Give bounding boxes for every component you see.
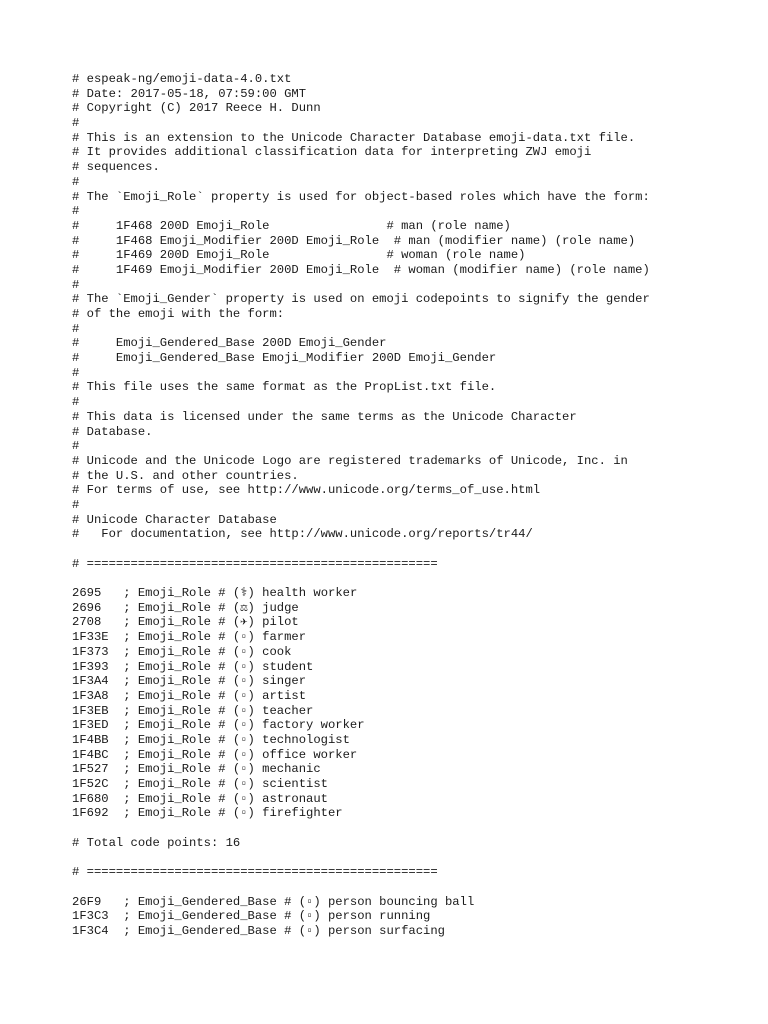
comment-line: # the U.S. and other countries. xyxy=(72,468,299,483)
data-entry-line: 1F4BB ; Emoji_Role # (▫) technologist xyxy=(72,732,350,747)
blank-line xyxy=(72,880,752,895)
data-entry-line: 1F527 ; Emoji_Role # (▫) mechanic xyxy=(72,762,321,777)
data-entry-line: 26F9 ; Emoji_Gendered_Base # (▫) person bouncing ball xyxy=(72,894,475,909)
data-entry-line: 1F393 ; Emoji_Role # (▫) student xyxy=(72,659,314,674)
comment-line: # of the emoji with the form: xyxy=(72,307,285,321)
data-entry-line: 1F3C3 ; Emoji_Gendered_Base # (▫) person running xyxy=(72,909,431,924)
blank-line xyxy=(72,542,752,557)
comment-line: # xyxy=(72,497,80,512)
comment-line: # Database. xyxy=(72,424,153,439)
separator-line: # ================================================ xyxy=(72,865,438,880)
comment-line: # 1F469 200D Emoji_Role # woman (role name) xyxy=(72,248,526,263)
data-entry-line: 1F3ED ; Emoji_Role # (▫) factory worker xyxy=(72,718,365,733)
data-entry-line: 1F52C ; Emoji_Role # (▫) scientist xyxy=(72,777,328,791)
blank-line xyxy=(72,571,752,586)
comment-line: # xyxy=(72,204,80,219)
comment-line: # Total code points: 16 xyxy=(72,835,241,850)
text-file-body xyxy=(72,72,752,939)
comment-line: # sequences. xyxy=(72,160,160,175)
comment-line: # Unicode Character Database xyxy=(72,512,277,527)
data-entry-line: 1F4BC ; Emoji_Role # (▫) office worker xyxy=(72,747,358,762)
data-entry-line: 1F3A4 ; Emoji_Role # (▫) singer xyxy=(72,674,307,689)
comment-line: # 1F468 Emoji_Modifier 200D Emoji_Role # man (modifier name) (role name) xyxy=(72,233,636,248)
comment-line: # xyxy=(72,174,80,189)
comment-line: # xyxy=(72,365,80,380)
comment-line: # xyxy=(72,439,80,454)
comment-line: # For documentation, see http://www.unicode.org/reports/tr44/ xyxy=(72,527,533,542)
comment-line: # xyxy=(72,277,80,292)
comment-line: # Emoji_Gendered_Base Emoji_Modifier 200D Emoji_Gender xyxy=(72,351,497,366)
comment-line: # xyxy=(72,116,80,131)
comment-line: # 1F469 Emoji_Modifier 200D Emoji_Role # woman (modifier name) (role name) xyxy=(72,262,650,277)
comment-line: # Copyright (C) 2017 Reece H. Dunn xyxy=(72,101,321,116)
comment-line: # The `Emoji_Role` property is used for object-based roles which have the form: xyxy=(72,189,650,204)
separator-line: # ================================================ xyxy=(72,556,438,571)
comment-line: # xyxy=(72,321,80,336)
comment-line: # xyxy=(72,395,80,410)
data-entry-line: 1F680 ; Emoji_Role # (▫) astronaut xyxy=(72,791,328,806)
data-entry-line: 2695 ; Emoji_Role # (⚕) health worker xyxy=(72,586,358,601)
comment-line: # Unicode and the Unicode Logo are registered trademarks of Unicode, Inc. in xyxy=(72,453,628,468)
comment-line: # Emoji_Gendered_Base 200D Emoji_Gender xyxy=(72,336,387,351)
data-entry-line: 1F33E ; Emoji_Role # (▫) farmer xyxy=(72,630,307,645)
data-entry-line: 1F3EB ; Emoji_Role # (▫) teacher xyxy=(72,703,314,718)
comment-line: # It provides additional classification data for interpreting ZWJ emoji xyxy=(72,145,592,160)
comment-line: # The `Emoji_Gender` property is used on emoji codepoints to signify the gender xyxy=(72,292,650,307)
data-entry-line: 2696 ; Emoji_Role # (⚖) judge xyxy=(72,600,299,615)
comment-line: # espeak-ng/emoji-data-4.0.txt xyxy=(72,72,292,86)
blank-line xyxy=(72,821,752,836)
comment-line: # 1F468 200D Emoji_Role # man (role name) xyxy=(72,218,511,233)
data-entry-line: 1F3C4 ; Emoji_Gendered_Base # (▫) person surfacing xyxy=(72,923,445,938)
comment-line: # This file uses the same format as the PropList.txt file. xyxy=(72,380,497,395)
data-entry-line: 1F373 ; Emoji_Role # (▫) cook xyxy=(72,644,292,659)
data-entry-line: 2708 ; Emoji_Role # (✈) pilot xyxy=(72,615,299,630)
blank-line xyxy=(72,850,752,865)
comment-line: # Date: 2017-05-18, 07:59:00 GMT xyxy=(72,86,307,101)
data-entry-line: 1F3A8 ; Emoji_Role # (▫) artist xyxy=(72,688,307,703)
comment-line: # This is an extension to the Unicode Character Database emoji-data.txt file. xyxy=(72,130,636,145)
comment-line: # This data is licensed under the same terms as the Unicode Character xyxy=(72,409,577,424)
data-entry-line: 1F692 ; Emoji_Role # (▫) firefighter xyxy=(72,806,343,821)
comment-line: # For terms of use, see http://www.unicode.org/terms_of_use.html xyxy=(72,483,541,498)
